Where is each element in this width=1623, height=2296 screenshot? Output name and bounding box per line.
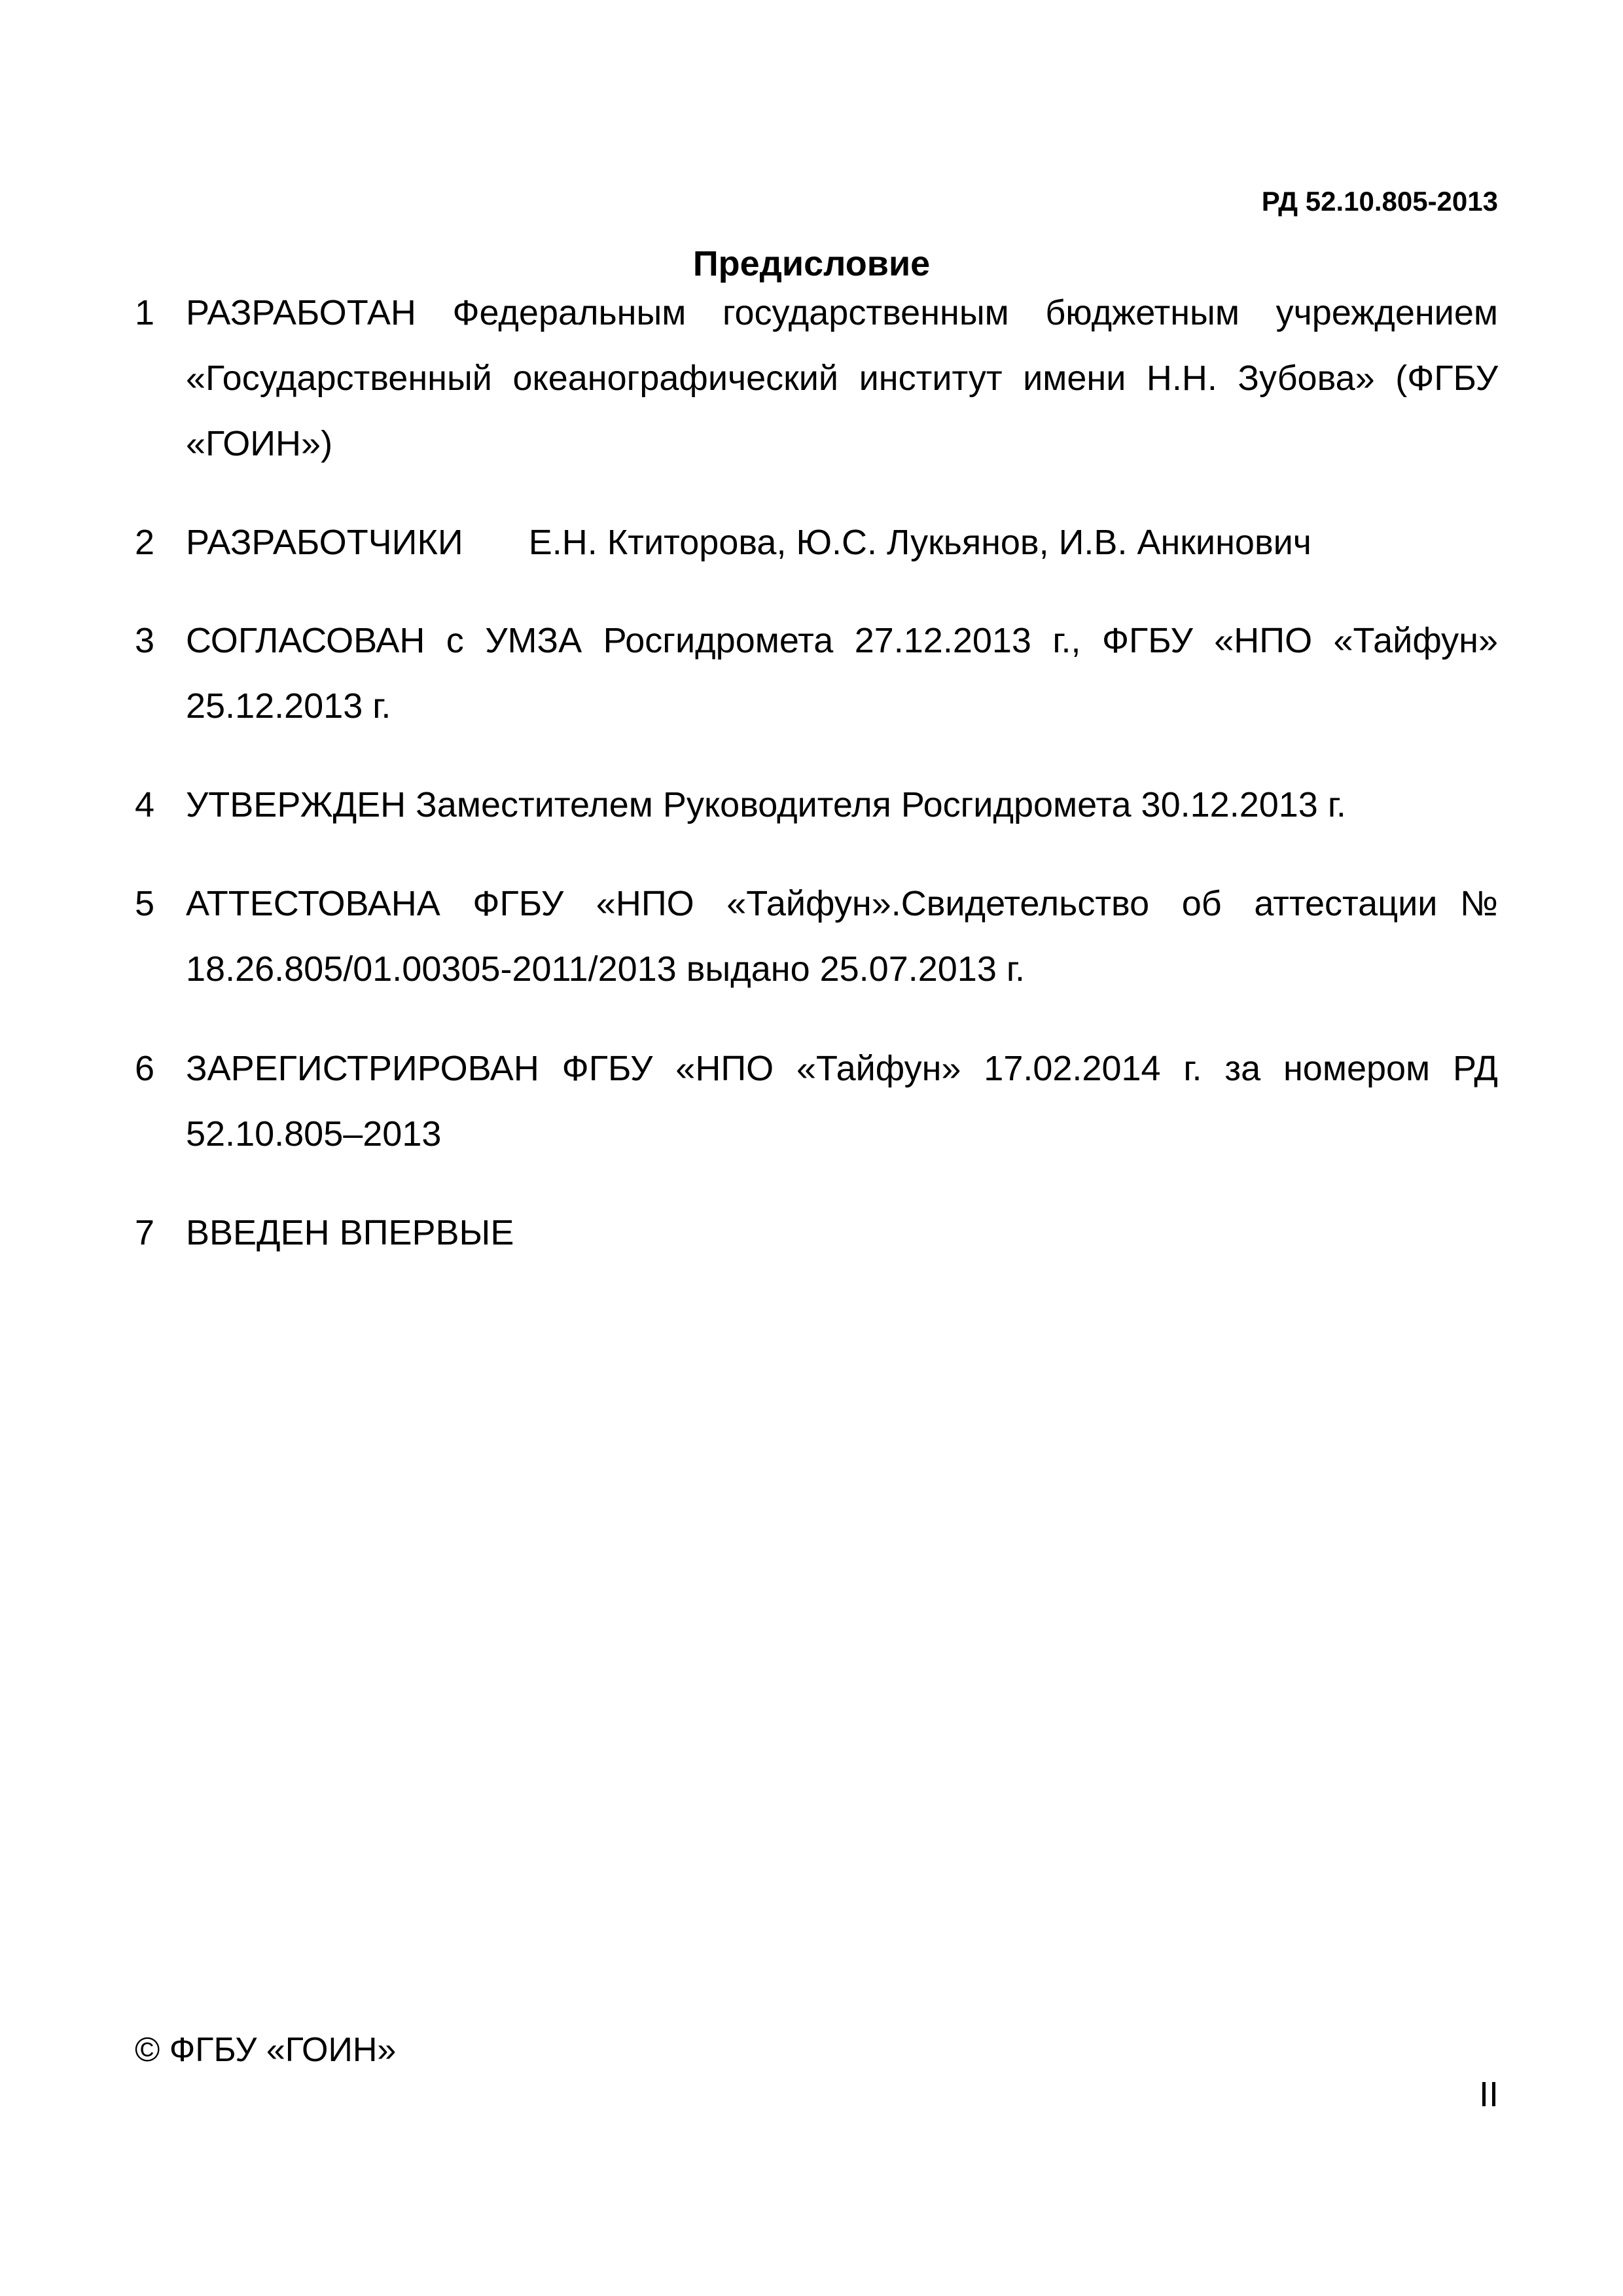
page-number: II xyxy=(1478,2075,1499,2114)
item-text: ВВЕДЕН ВПЕРВЫЕ xyxy=(186,1213,514,1252)
preface-item-4 xyxy=(135,772,1498,838)
document-code: РД 52.10.805-2013 xyxy=(1261,186,1498,217)
item-number: 6 xyxy=(135,1049,155,1088)
item-number: 5 xyxy=(135,884,155,923)
item-number: 3 xyxy=(135,621,155,660)
item-number: 1 xyxy=(135,293,155,332)
preface-item-1 xyxy=(135,280,1498,476)
item-text: ЗАРЕГИСТРИРОВАН ФГБУ «НПО «Тайфун» 17.02.2014 г. за номером РД 52.10.805–2013 xyxy=(186,1049,1498,1154)
item-text: УТВЕРЖДЕН Заместителем Руководителя Росгидромета 30.12.2013 г. xyxy=(186,785,1346,824)
preface-item-6 xyxy=(135,1036,1498,1167)
item-text xyxy=(186,510,1498,575)
page-title: Предисловие xyxy=(692,244,931,283)
developers-names: Е.Н. Ктиторова, Ю.С. Лукьянов, И.В. Анкинович xyxy=(528,523,1311,562)
preface-item-3 xyxy=(135,608,1498,739)
item-text: АТТЕСТОВАНА ФГБУ «НПО «Тайфун».Свидетельство об аттестации№ 18.26.805/01.00305-2011/2013 выдано 25.07.2013 г. xyxy=(186,884,1498,989)
item-number: 7 xyxy=(135,1213,155,1252)
preface-item-5 xyxy=(135,871,1498,1002)
item-number: 4 xyxy=(135,785,155,824)
preface-item-7 xyxy=(135,1200,1498,1265)
preface-item-2 xyxy=(135,510,1498,575)
developers-label: РАЗРАБОТЧИКИ xyxy=(186,523,463,562)
item-number: 2 xyxy=(135,523,155,562)
item-text: РАЗРАБОТАН Федеральным государственным бюджетным учреждением «Государственный океанографический институт имени Н.Н. Зубова» (ФГБУ «ГОИН») xyxy=(186,293,1498,463)
item-text: СОГЛАСОВАН с УМЗА Росгидромета 27.12.2013 г., ФГБУ «НПО «Тайфун» 25.12.2013 г. xyxy=(186,621,1498,726)
copyright-notice: © ФГБУ «ГОИН» xyxy=(135,2031,397,2069)
